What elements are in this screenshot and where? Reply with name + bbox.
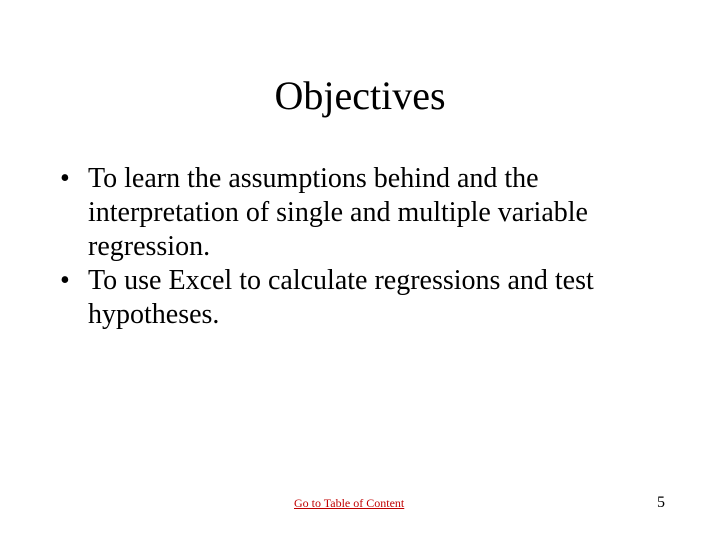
- bullet-text: To use Excel to calculate regressions and test hypotheses.: [88, 265, 594, 330]
- bullet-symbol: •: [60, 163, 70, 194]
- table-of-content-link[interactable]: Go to Table of Content: [294, 496, 405, 510]
- bullet-item: [60, 264, 680, 332]
- bullet-text: To learn the assumptions behind and the interpretation of single and multiple variable regression.: [88, 163, 588, 262]
- bullet-list: [60, 162, 680, 332]
- slide-title: Objectives: [274, 73, 446, 118]
- bullet-item: [60, 162, 680, 264]
- bullet-symbol: •: [60, 265, 70, 296]
- page-number: 5: [657, 494, 665, 511]
